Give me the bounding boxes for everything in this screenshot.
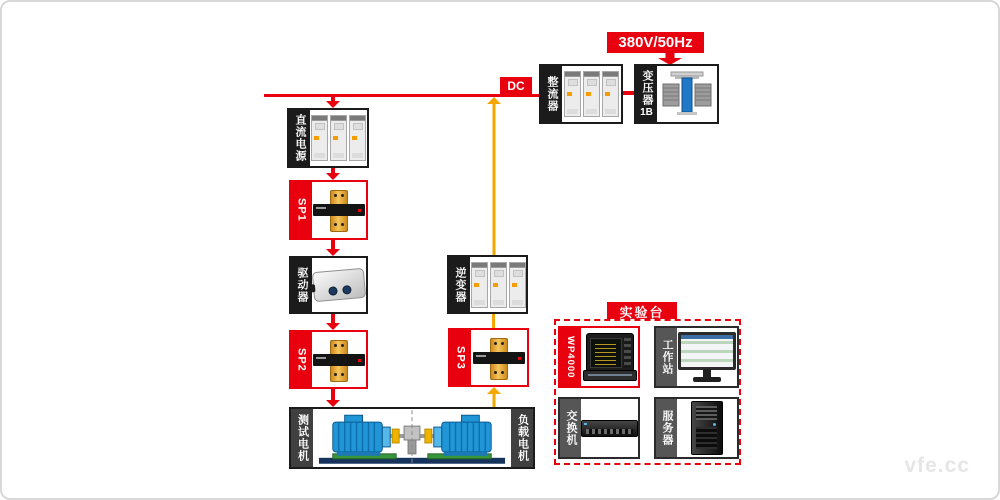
transformer-unit bbox=[634, 64, 719, 124]
server-tower-image bbox=[677, 399, 737, 457]
dc-source-unit bbox=[287, 108, 369, 168]
motor-test-bench-image bbox=[313, 409, 511, 467]
workstation-unit bbox=[654, 326, 739, 388]
workstation-label: 工作站 bbox=[661, 339, 673, 375]
transformer-sub-label: 1B bbox=[640, 107, 653, 118]
power-cabinets-image bbox=[310, 110, 367, 166]
motor-bench-unit bbox=[289, 407, 535, 469]
switch-label-band bbox=[560, 399, 581, 457]
supply-label: 380V/50Hz bbox=[618, 34, 693, 51]
inverter-to-bus-arrow-up-icon bbox=[485, 97, 502, 255]
server-label: 服务器 bbox=[661, 410, 673, 446]
network-switch-image bbox=[581, 399, 638, 457]
sp2-label-band bbox=[291, 332, 312, 387]
rectifier-label: 整流器 bbox=[546, 76, 558, 112]
dc-label: DC bbox=[507, 78, 525, 93]
sp3-to-inverter-line bbox=[492, 314, 495, 328]
sp3-sensor-unit bbox=[448, 328, 529, 387]
torque-transducer-image bbox=[471, 330, 527, 385]
wp4000-analyzer-image bbox=[581, 328, 638, 386]
sp1-to-driver-arrow-down-icon bbox=[325, 240, 341, 256]
supply-banner bbox=[607, 32, 704, 53]
server-label-band bbox=[656, 399, 677, 457]
dc-source-label-band bbox=[289, 110, 310, 166]
inverter-unit bbox=[447, 255, 528, 314]
sp1-label: SP1 bbox=[295, 198, 308, 222]
server-unit bbox=[654, 397, 739, 459]
rectifier-transformer-link-line bbox=[623, 91, 634, 95]
torque-transducer-image bbox=[312, 182, 366, 238]
test-motor-label-band bbox=[291, 409, 313, 467]
driver-to-sp2-arrow-down-icon bbox=[325, 314, 341, 330]
dc-label-badge bbox=[500, 77, 532, 94]
sp2-label: SP2 bbox=[295, 347, 308, 372]
inverter-label: 逆变器 bbox=[454, 266, 466, 303]
load-motor-label-band bbox=[511, 409, 533, 467]
bench-title-badge bbox=[607, 302, 677, 320]
bench-title: 实验台 bbox=[619, 304, 665, 320]
workstation-monitor-image bbox=[677, 328, 737, 386]
driver-unit bbox=[289, 256, 368, 314]
dcsource-to-sp1-arrow-down-icon bbox=[325, 168, 341, 180]
wp4000-label: WP4000 bbox=[565, 335, 576, 379]
sp3-label: SP3 bbox=[454, 345, 467, 370]
test-motor-label: 测试电机 bbox=[296, 414, 309, 462]
switch-label: 交换机 bbox=[565, 410, 577, 446]
transformer-image bbox=[657, 66, 717, 122]
power-cabinets-image bbox=[470, 257, 526, 312]
bus-to-dcsource-arrow-down-icon bbox=[325, 97, 341, 108]
driver-label-band bbox=[291, 258, 312, 312]
sp1-sensor-unit bbox=[289, 180, 368, 240]
motor-to-sp3-arrow-up-icon bbox=[485, 387, 502, 407]
transformer-label: 变压器 bbox=[640, 70, 653, 106]
watermark: vfe.cc bbox=[904, 454, 970, 477]
sp2-sensor-unit bbox=[289, 330, 368, 389]
driver-image bbox=[312, 258, 366, 312]
driver-label: 驱动器 bbox=[296, 267, 308, 303]
wp4000-unit bbox=[558, 326, 640, 388]
wp4000-label-band bbox=[560, 328, 581, 386]
sp2-to-motor-arrow-down-icon bbox=[325, 389, 341, 407]
torque-transducer-image bbox=[312, 332, 366, 387]
workstation-label-band bbox=[656, 328, 677, 386]
dc-source-label: 直流电源 bbox=[294, 114, 306, 162]
rectifier-label-band bbox=[541, 66, 562, 122]
switch-unit bbox=[558, 397, 640, 459]
load-motor-label: 负载电机 bbox=[516, 414, 529, 462]
transformer-label-band bbox=[636, 66, 657, 122]
inverter-label-band bbox=[449, 257, 470, 312]
sp3-label-band bbox=[450, 330, 471, 385]
power-cabinets-image bbox=[562, 66, 621, 122]
sp1-label-band bbox=[291, 182, 312, 238]
rectifier-unit bbox=[539, 64, 623, 124]
